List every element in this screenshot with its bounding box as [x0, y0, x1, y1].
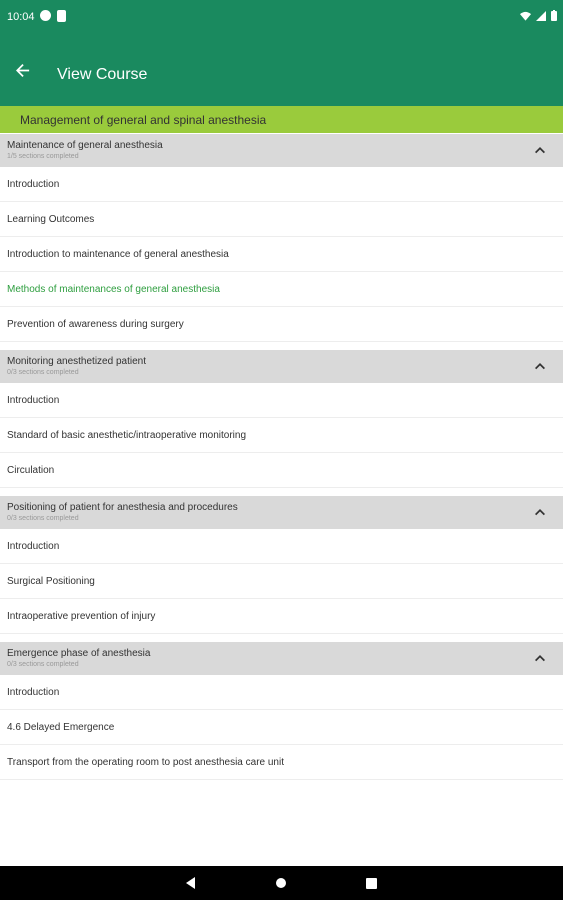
course-title: Management of general and spinal anesthesia — [20, 113, 267, 127]
section-title: Emergence phase of anesthesia — [7, 648, 151, 659]
battery-icon — [551, 10, 557, 21]
list-item[interactable] — [0, 675, 563, 710]
list-item[interactable] — [0, 167, 563, 202]
back-triangle-icon — [185, 877, 197, 889]
item-label: Standard of basic anesthetic/intraoperative monitoring — [7, 430, 247, 441]
section-progress: 1/5 sections completed — [7, 153, 79, 160]
list-item[interactable] — [0, 745, 563, 780]
section-header[interactable] — [0, 134, 563, 167]
item-label: Introduction — [7, 687, 60, 698]
navigation-bar — [0, 866, 563, 900]
section-progress: 0/3 sections completed — [7, 661, 79, 668]
list-item[interactable] — [0, 202, 563, 237]
signal-icon — [536, 11, 546, 21]
section-header[interactable] — [0, 350, 563, 383]
recents-square-icon — [366, 878, 377, 889]
list-item[interactable] — [0, 237, 563, 272]
chevron-up-icon[interactable] — [533, 143, 547, 157]
status-bar — [0, 0, 563, 34]
home-circle-icon — [275, 877, 287, 889]
item-label: Introduction — [7, 395, 60, 406]
divider — [0, 634, 563, 642]
status-time: 10:04 — [7, 11, 35, 23]
section-title: Maintenance of general anesthesia — [7, 140, 163, 151]
section-list — [0, 134, 563, 780]
item-label: Methods of maintenances of general anesthesia — [7, 284, 220, 295]
divider — [0, 488, 563, 496]
list-item[interactable] — [0, 307, 563, 342]
item-label: Introduction to maintenance of general anesthesia — [7, 249, 229, 260]
section-header[interactable] — [0, 642, 563, 675]
nav-recents-button[interactable] — [351, 866, 391, 900]
chevron-up-icon[interactable] — [533, 505, 547, 519]
item-label: Circulation — [7, 465, 55, 476]
item-label: Learning Outcomes — [7, 214, 95, 225]
list-item[interactable] — [0, 529, 563, 564]
list-item[interactable] — [0, 453, 563, 488]
list-item-active[interactable] — [0, 272, 563, 307]
item-label: Introduction — [7, 541, 60, 552]
list-item[interactable] — [0, 383, 563, 418]
wifi-icon — [520, 11, 531, 21]
list-item[interactable] — [0, 418, 563, 453]
chevron-up-icon[interactable] — [533, 359, 547, 373]
section-progress: 0/3 sections completed — [7, 369, 79, 376]
item-label: Intraoperative prevention of injury — [7, 611, 156, 622]
back-arrow-icon[interactable] — [16, 61, 30, 84]
nav-home-button[interactable] — [261, 866, 301, 900]
chevron-up-icon[interactable] — [533, 651, 547, 665]
list-item[interactable] — [0, 564, 563, 599]
item-label: Transport from the operating room to post anesthesia care unit — [7, 757, 284, 768]
section-title: Monitoring anesthetized patient — [7, 356, 146, 367]
item-label: Introduction — [7, 179, 60, 190]
section-progress: 0/3 sections completed — [7, 515, 79, 522]
nav-back-button[interactable] — [171, 866, 211, 900]
divider — [0, 342, 563, 350]
item-label: Prevention of awareness during surgery — [7, 319, 184, 330]
item-label: Surgical Positioning — [7, 576, 95, 587]
section-title: Positioning of patient for anesthesia and procedures — [7, 502, 238, 513]
notification-icon — [40, 10, 51, 21]
course-title-banner — [0, 106, 563, 133]
list-item[interactable] — [0, 599, 563, 634]
page-title: View Course — [57, 66, 148, 83]
section-header[interactable] — [0, 496, 563, 529]
list-item[interactable] — [0, 710, 563, 745]
app-bar — [0, 34, 563, 106]
item-label: 4.6 Delayed Emergence — [7, 722, 115, 733]
sim-icon — [57, 10, 66, 22]
